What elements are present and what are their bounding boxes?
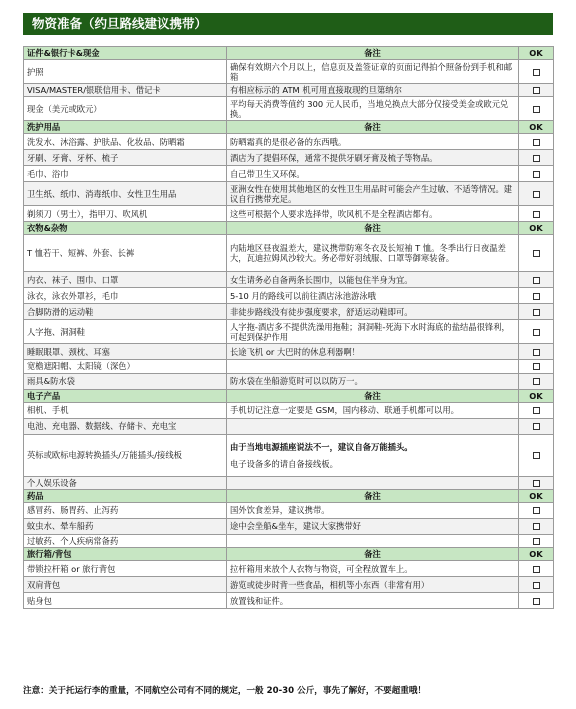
table-row bbox=[24, 476, 554, 489]
item-note bbox=[227, 476, 519, 489]
ok-column-header: OK bbox=[519, 222, 554, 235]
ok-column-header: OK bbox=[519, 47, 554, 60]
checkbox[interactable] bbox=[533, 211, 540, 218]
item-name: 贴身包 bbox=[24, 593, 227, 609]
checkbox[interactable] bbox=[533, 523, 540, 530]
item-name: T 恤若干、短裤、外套、长裤 bbox=[24, 235, 227, 272]
table-row bbox=[24, 434, 554, 476]
table-row bbox=[24, 84, 554, 97]
section-title: 洗护用品 bbox=[24, 121, 227, 134]
table-row bbox=[24, 518, 554, 534]
item-name: 泳衣，泳衣外罩衫，毛巾 bbox=[24, 288, 227, 304]
item-name: 内衣、袜子、围巾、口罩 bbox=[24, 272, 227, 288]
ok-column-header: OK bbox=[519, 489, 554, 502]
item-name: 电池、充电器、数据线、存储卡、充电宝 bbox=[24, 418, 227, 434]
ok-column-header: OK bbox=[519, 121, 554, 134]
item-name: 洗发水、沐浴露、护肤品、化妆品、防晒霜 bbox=[24, 134, 227, 150]
item-note: 防水袋在坐船游览时可以以防万一。 bbox=[227, 373, 519, 389]
table-row bbox=[24, 235, 554, 272]
item-name: VISA/MASTER/银联信用卡、借记卡 bbox=[24, 84, 227, 97]
item-note-extra: 电子设备多的请自备接线板。 bbox=[230, 458, 338, 469]
item-note: 游览或徒步时背一些食品，相机等小东西（非常有用） bbox=[227, 577, 519, 593]
item-name: 雨具&防水袋 bbox=[24, 373, 227, 389]
item-note: 平均每天消费等值约 300 元人民币，当地兑换点大部分仅接受美金或欧元兑换。 bbox=[227, 97, 519, 121]
item-note: 有相应标示的 ATM 机可用直接取现约旦第纳尔 bbox=[227, 84, 519, 97]
item-name: 卫生纸、纸巾、消毒纸巾、女性卫生用品 bbox=[24, 182, 227, 206]
item-note: 长途飞机 or 大巴时的休息利器啊！ bbox=[227, 344, 519, 360]
table-row bbox=[24, 150, 554, 166]
checkbox[interactable] bbox=[533, 598, 540, 605]
note-column-header: 备注 bbox=[227, 47, 519, 60]
section-title: 药品 bbox=[24, 489, 227, 502]
checkbox[interactable] bbox=[533, 480, 540, 487]
section-header-toiletries bbox=[24, 121, 554, 134]
item-name: 牙刷、牙膏、牙杯、梳子 bbox=[24, 150, 227, 166]
ok-column-header: OK bbox=[519, 547, 554, 560]
note-column-header: 备注 bbox=[227, 489, 519, 502]
item-note: 酒店为了提倡环保，通常不提供牙刷牙膏及梳子等物品。 bbox=[227, 150, 519, 166]
packing-checklist-table bbox=[23, 46, 554, 609]
item-name: 剃须刀（男士），指甲刀、吹风机 bbox=[24, 206, 227, 222]
table-row bbox=[24, 561, 554, 577]
section-header-luggage bbox=[24, 547, 554, 560]
table-row bbox=[24, 288, 554, 304]
item-note: 内陆地区昼夜温差大，建议携带防寒冬衣及长短袖 T 恤。冬季出行日夜温差大，瓦迪拉姆风沙较大。务必带好羽绒服、口罩等御寒装备。 bbox=[227, 235, 519, 272]
item-name: 带锁拉杆箱 or 旅行背包 bbox=[24, 561, 227, 577]
item-note: 亚洲女性在使用其他地区的女性卫生用品时可能会产生过敏、不适等情况。建议自行携带充足。 bbox=[227, 182, 519, 206]
item-note: 放置钱和证件。 bbox=[227, 593, 519, 609]
table-row bbox=[24, 206, 554, 222]
table-row bbox=[24, 272, 554, 288]
checkbox[interactable] bbox=[533, 566, 540, 573]
checkbox[interactable] bbox=[533, 155, 540, 162]
item-note: 女生请务必自备两条长围巾，以能包住半身为宜。 bbox=[227, 272, 519, 288]
checkbox[interactable] bbox=[533, 452, 540, 459]
checkbox[interactable] bbox=[533, 363, 540, 370]
item-name: 护照 bbox=[24, 60, 227, 84]
table-row bbox=[24, 402, 554, 418]
checkbox[interactable] bbox=[533, 250, 540, 257]
table-row bbox=[24, 134, 554, 150]
item-note: 5-10 月的路线可以前往酒店泳池游泳哦 bbox=[227, 288, 519, 304]
checkbox[interactable] bbox=[533, 87, 540, 94]
table-row bbox=[24, 593, 554, 609]
note-column-header: 备注 bbox=[227, 547, 519, 560]
item-name: 睡眠眼罩、颈枕、耳塞 bbox=[24, 344, 227, 360]
item-note: 非徒步路线没有徒步强度要求，舒适运动鞋即可。 bbox=[227, 304, 519, 320]
table-row bbox=[24, 577, 554, 593]
section-header-electronics bbox=[24, 389, 554, 402]
item-name: 感冒药、肠胃药、止泻药 bbox=[24, 502, 227, 518]
table-row bbox=[24, 97, 554, 121]
item-note bbox=[227, 534, 519, 547]
table-row bbox=[24, 534, 554, 547]
checkbox[interactable] bbox=[533, 582, 540, 589]
ok-column-header: OK bbox=[519, 389, 554, 402]
table-row bbox=[24, 418, 554, 434]
table-row bbox=[24, 166, 554, 182]
item-name: 个人娱乐设备 bbox=[24, 476, 227, 489]
item-note: 手机切记注意一定要是 GSM，国内移动、联通手机都可以用。 bbox=[227, 402, 519, 418]
note-column-header: 备注 bbox=[227, 121, 519, 134]
item-name: 合脚防滑的运动鞋 bbox=[24, 304, 227, 320]
checkbox[interactable] bbox=[533, 69, 540, 76]
table-row bbox=[24, 60, 554, 84]
checkbox[interactable] bbox=[533, 378, 540, 385]
item-note: 这些可根据个人要求选择带，吹风机不是全程酒店都有。 bbox=[227, 206, 519, 222]
item-name: 蚊虫水、晕车船药 bbox=[24, 518, 227, 534]
item-note bbox=[227, 434, 519, 476]
note-column-header: 备注 bbox=[227, 222, 519, 235]
item-note: 确保有效期六个月以上，信息页及盖签证章的页面记得拍个照备份到手机和邮箱 bbox=[227, 60, 519, 84]
item-name: 现金（美元或欧元） bbox=[24, 97, 227, 121]
checkbox[interactable] bbox=[533, 507, 540, 514]
item-note bbox=[227, 360, 519, 373]
item-note: 国外饮食差异，建议携带。 bbox=[227, 502, 519, 518]
checkbox[interactable] bbox=[533, 277, 540, 284]
item-name: 毛巾、浴巾 bbox=[24, 166, 227, 182]
note-column-header: 备注 bbox=[227, 389, 519, 402]
section-header-documents bbox=[24, 47, 554, 60]
table-row bbox=[24, 344, 554, 360]
item-name: 英标或欧标电源转换插头/万能插头/接线板 bbox=[24, 434, 227, 476]
section-title: 电子产品 bbox=[24, 389, 227, 402]
item-name: 人字拖、洞洞鞋 bbox=[24, 320, 227, 344]
table-row bbox=[24, 373, 554, 389]
section-title: 衣物&杂物 bbox=[24, 222, 227, 235]
table-row bbox=[24, 320, 554, 344]
item-note: 人字拖-酒店多不提供洗澡用拖鞋；洞洞鞋-死海下水时海底的盐结晶很锋利，可起到保护作用 bbox=[227, 320, 519, 344]
item-note: 途中会坐船&坐车，建议大家携带好 bbox=[227, 518, 519, 534]
item-note: 自己带卫生又环保。 bbox=[227, 166, 519, 182]
table-row bbox=[24, 304, 554, 320]
luggage-weight-footnote: 注意：关于托运行李的重量，不同航空公司有不同的规定，一般 20-30 公斤，事先了解好，不要超重哦！ bbox=[23, 686, 427, 696]
item-name: 相机、手机 bbox=[24, 402, 227, 418]
section-title: 旅行箱/背包 bbox=[24, 547, 227, 560]
checkbox[interactable] bbox=[533, 293, 540, 300]
item-name: 双肩背包 bbox=[24, 577, 227, 593]
item-note bbox=[227, 418, 519, 434]
item-note: 拉杆箱用来放个人衣物与物资，可全程放置车上。 bbox=[227, 561, 519, 577]
checkbox[interactable] bbox=[533, 191, 540, 198]
checkbox[interactable] bbox=[533, 329, 540, 336]
item-note-bold: 由于当地电源插座说法不一，建议自备万能插头。 bbox=[230, 441, 413, 452]
table-row bbox=[24, 360, 554, 373]
checkbox[interactable] bbox=[533, 309, 540, 316]
checkbox[interactable] bbox=[533, 171, 540, 178]
item-name: 过敏药、个人疾病常备药 bbox=[24, 534, 227, 547]
section-header-clothing bbox=[24, 222, 554, 235]
checkbox[interactable] bbox=[533, 538, 540, 545]
page-title: 物资准备（约旦路线建议携带） bbox=[23, 13, 553, 35]
item-note: 防晒霜真的是很必备的东西哦。 bbox=[227, 134, 519, 150]
checkbox[interactable] bbox=[533, 139, 540, 146]
checkbox[interactable] bbox=[533, 349, 540, 356]
item-name: 宽檐遮阳帽、太阳镜（深色） bbox=[24, 360, 227, 373]
table-row bbox=[24, 502, 554, 518]
checkbox[interactable] bbox=[533, 106, 540, 113]
checkbox[interactable] bbox=[533, 407, 540, 414]
section-header-medicine bbox=[24, 489, 554, 502]
table-row bbox=[24, 182, 554, 206]
checkbox[interactable] bbox=[533, 423, 540, 430]
section-title: 证件&银行卡&现金 bbox=[24, 47, 227, 60]
